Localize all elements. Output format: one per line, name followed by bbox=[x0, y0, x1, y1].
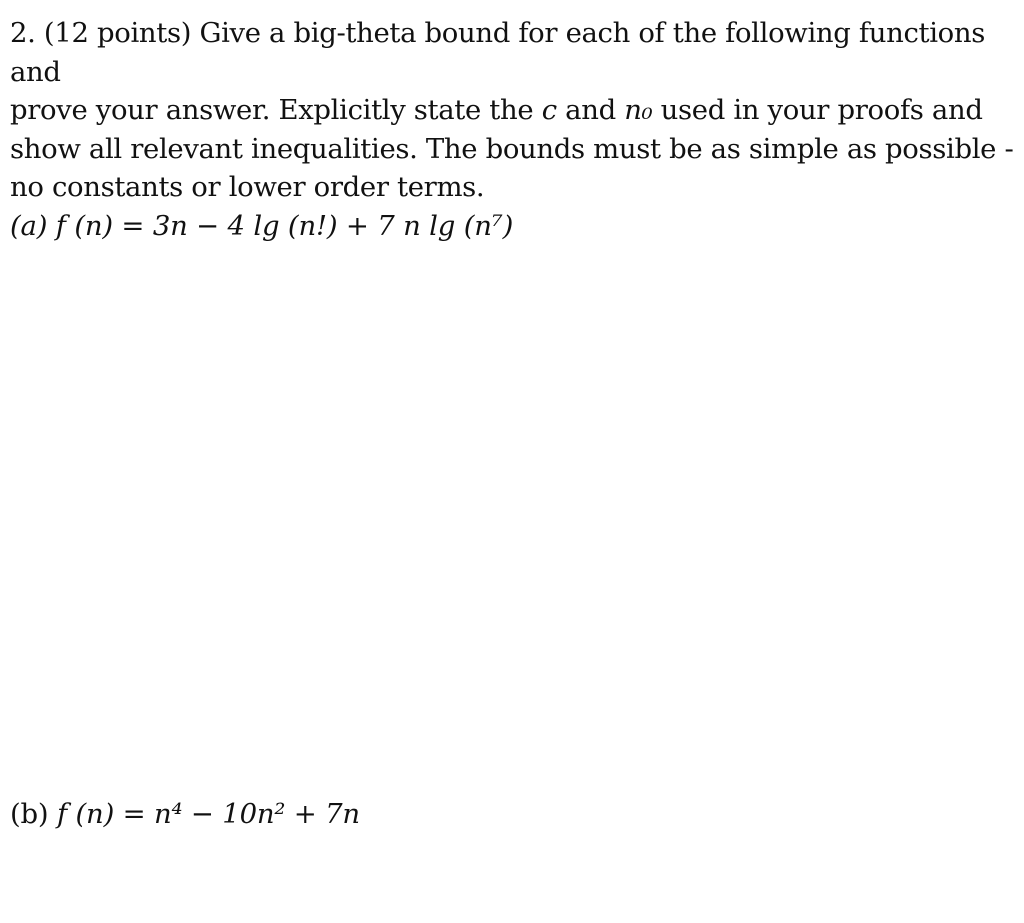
problem-line-4: no constants or lower order terms. bbox=[10, 171, 485, 203]
part-a-expression: f (n) = 3n − 4 lg (n!) + 7 n lg (n⁷) bbox=[47, 210, 514, 242]
part-b-expression: f (n) = n⁴ − 10n² + 7n bbox=[48, 798, 360, 830]
problem-line-2-start: prove your answer. Explicitly state the bbox=[10, 94, 542, 126]
problem-line-1: 2. (12 points) Give a big-theta bound for each of the following functions and bbox=[10, 17, 985, 88]
part-b bbox=[10, 798, 360, 830]
variable-n0: n₀ bbox=[624, 94, 653, 126]
part-b-label: (b) bbox=[10, 798, 49, 830]
part-a-label: (a) bbox=[10, 210, 48, 242]
variable-c: c bbox=[541, 94, 557, 126]
part-a bbox=[10, 210, 513, 242]
problem-statement bbox=[10, 14, 1015, 207]
problem-line-2 bbox=[10, 91, 1015, 130]
part-b-answer-space[interactable] bbox=[10, 845, 1010, 915]
part-a-answer-space[interactable] bbox=[10, 260, 1010, 780]
and-word: and bbox=[556, 94, 625, 126]
problem-line-3: show all relevant inequalities. The bounds must be as simple as possible - bbox=[10, 132, 1014, 165]
problem-line-2-end: used in your proofs and bbox=[652, 94, 983, 126]
